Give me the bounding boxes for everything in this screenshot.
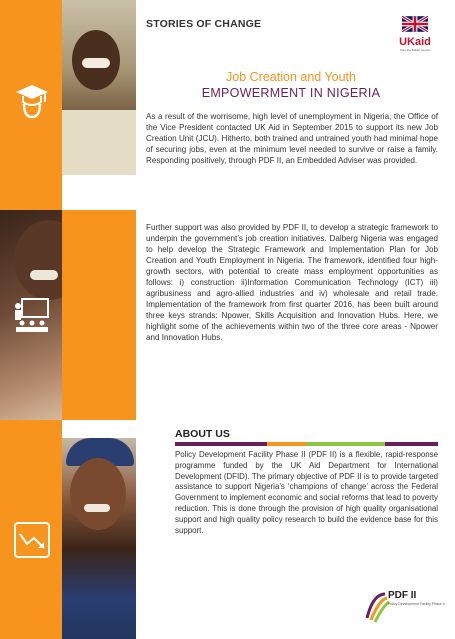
color-bar-segment (175, 442, 267, 446)
about-heading: ABOUT US (175, 428, 230, 440)
section-label: STORIES OF CHANGE (146, 18, 262, 30)
color-bar-segment (306, 442, 385, 446)
orange-block-middle (62, 210, 136, 420)
graduate-icon (12, 80, 52, 120)
photo-young-man (62, 0, 136, 175)
color-bar-segment (385, 442, 438, 446)
body-paragraph-1: As a result of the worrisome, high level of unemployment in Nigeria, the Office of the Vice President contacted UK Aid in September 2015 to support its new Job Creation Unit (JCU). Hitherto, both trained and untrained youth had minimal hope of securing jobs, even at the minimum level needed to survive or raise a family. Responding positively, through PDF II, an Embedded Adviser was provided. (146, 112, 438, 166)
ukaid-logo-subtext: from the British people (399, 48, 430, 52)
title-line-2: EMPOWERMENT IN NIGERIA (201, 86, 381, 100)
union-jack-icon (402, 16, 428, 32)
body-paragraph-2: Further support was also provided by PDF II, to develop a strategic framework to underpin the government’s job creation initiatives. Dalberg Nigeria was engaged to help develop the Strategic Framework and Implementation Plan for Job Creation and Youth Employment in Nigeria. The framework, identified four high-growth sectors, with potential to create mass employment opportunities as follows: i) construction ii)Information Communication Technology (ICT) iii) agribusiness and agro-allied industries and iv) wholesale and retail trade. Implementation of the framework from first quarter 2016, has been built around three keys strands: Npower, Skills Acquisition and Innovation Hubs. Here, we highlight some of the achievements within two of the three core areas - Npower and Innovation Hubs. (146, 223, 438, 343)
classroom-icon (12, 295, 52, 335)
chart-icon (12, 520, 52, 560)
pdf-logo-subtext: Policy Development Facility Phase II (388, 602, 445, 606)
about-color-bar (175, 442, 438, 446)
column-divider (136, 0, 140, 639)
ukaid-logo (398, 16, 432, 52)
about-text: Policy Development Facility Phase II (PDF II) is a flexible, rapid-response programme funded by the UK Aid Department for International Development (DFID). The primary objective of PDF II is to provide targeted assistance to support Nigeria’s ‘champions of change’ across the Federal Government to implement economic and social reforms that lead to poverty reduction. This is done through the provision of high quality organisational support and high quality policy research to build the evidence base for this support. (175, 450, 438, 535)
photo-woman-worker (62, 438, 136, 639)
ukaid-logo-text: UKaid (399, 36, 431, 48)
pdf-logo-text: PDF II (388, 590, 417, 601)
color-bar-segment (267, 442, 306, 446)
title-line-1: Job Creation and Youth (226, 70, 356, 84)
